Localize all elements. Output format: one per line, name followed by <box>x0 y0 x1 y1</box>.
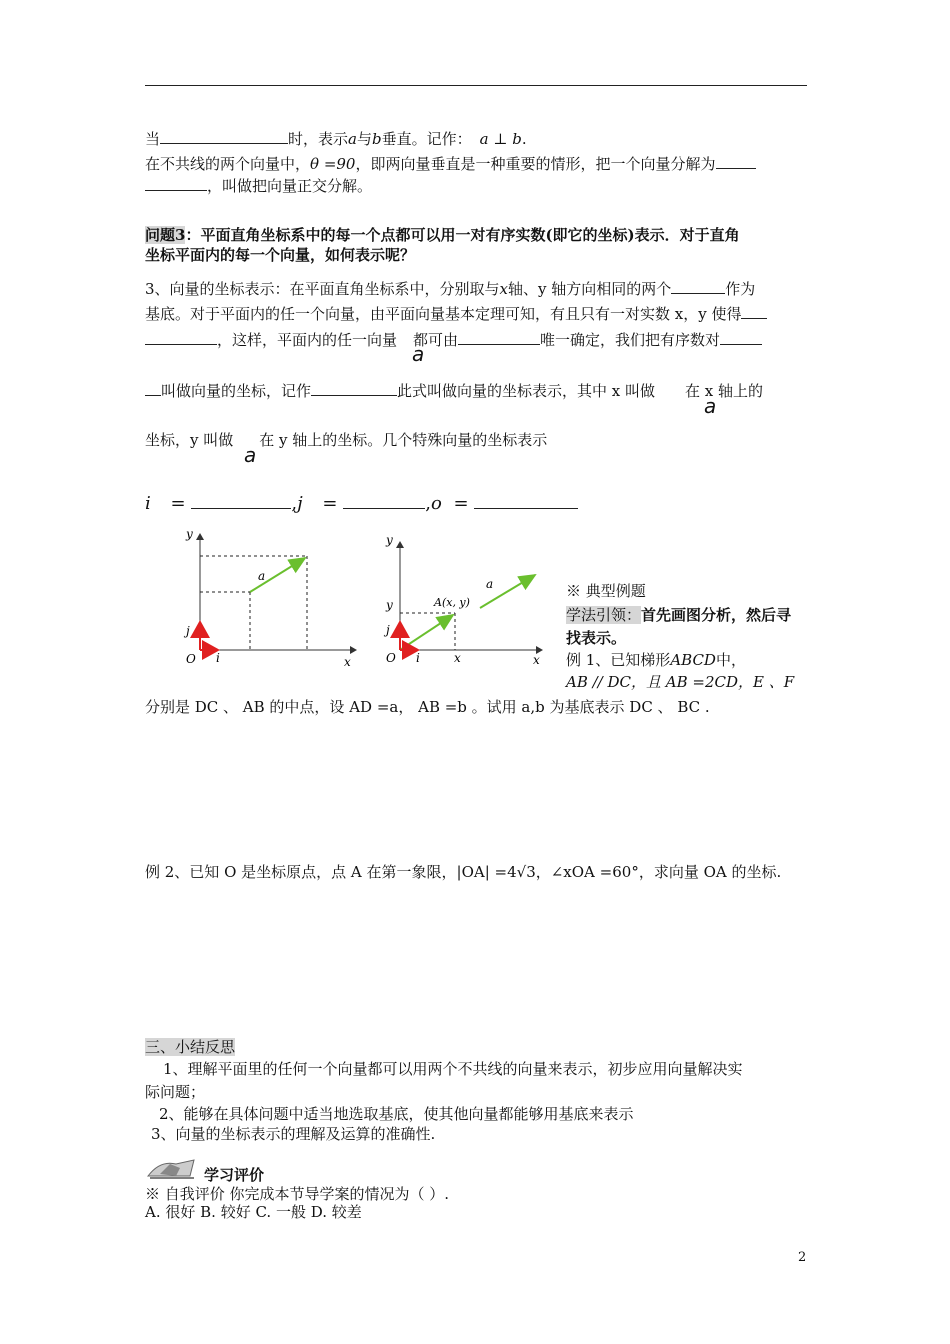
label-point-a: A(x, y) <box>434 596 470 609</box>
math-b: b <box>372 130 382 148</box>
label-y: y <box>186 527 193 541</box>
evaluation-question: ※ 自我评价 你完成本节导学案的情况为（ ）. <box>145 1185 450 1203</box>
blank <box>145 381 161 396</box>
math-theta: θ =90 <box>310 155 356 173</box>
text: 叫做向量的坐标，记作 <box>161 382 312 400</box>
label-a: a <box>258 569 266 583</box>
math-abcd: ABCD <box>670 651 716 669</box>
text: 唯一确定，我们把有序数对 <box>540 331 721 349</box>
text: 例 1、已知梯形 <box>566 651 671 669</box>
blank <box>343 492 425 509</box>
label-i: i <box>416 651 420 665</box>
text: 三、小结反思 <box>145 1038 236 1056</box>
summary-item-1b: 际问题； <box>145 1083 206 1101</box>
blank <box>720 330 762 345</box>
summary-item-1: 1、理解平面里的任何一个向量都可以用两个不共线的向量来表示，初步应用向量解决实 <box>163 1060 743 1078</box>
label-j: j <box>386 623 390 637</box>
label-origin: O <box>186 652 196 666</box>
example-1-line1 <box>566 649 746 670</box>
blank <box>671 279 725 294</box>
evaluation-title: 学习评价 <box>204 1166 265 1184</box>
example-1-line3: 分别是 DC 、 AB 的中点，设 AD =a， AB =b 。试用 a,b 为基底表示 DC 、 BC . <box>145 698 710 716</box>
label-a: a <box>486 577 494 591</box>
special-vectors <box>145 492 578 514</box>
text: 作为 <box>725 280 756 298</box>
figure-2-coordinate-plane <box>380 530 550 670</box>
math-i: i <box>145 493 151 514</box>
text: 当 <box>145 130 161 148</box>
evaluation-options: A. 很好 B. 较好 C. 一般 D. 较差 <box>145 1203 362 1221</box>
label-y-tick: y <box>386 598 393 612</box>
p3-line5 <box>145 429 547 450</box>
line-orthogonal-2 <box>145 175 372 196</box>
vector-oa <box>400 615 453 650</box>
blank <box>160 129 288 144</box>
blank <box>716 154 756 169</box>
text: 3、向量的坐标表示：在平面直角坐标系中，分别取与 <box>145 280 500 298</box>
label-x: x <box>533 653 540 667</box>
p3-line3 <box>145 329 762 350</box>
vector-a-symbol: a <box>244 443 257 467</box>
p3-line4 <box>145 380 763 401</box>
vector-a-symbol: a <box>412 342 425 366</box>
text: 在不共线的两个向量中， <box>145 155 311 173</box>
p3-line2 <box>145 303 767 324</box>
blank <box>741 304 767 319</box>
text: 垂直。记作： <box>381 130 472 148</box>
guide-label: 学法引领： <box>566 606 642 624</box>
text: 首先画图分析，然后寻 <box>641 606 792 624</box>
label-i: i <box>216 651 220 665</box>
text: ，即两向量垂直是一种重要的情形，把一个向量分解为 <box>355 155 716 173</box>
comma: , <box>425 493 431 514</box>
guide-line-1 <box>566 604 791 625</box>
text: ：平面直角坐标系中的每一个点都可以用一对有序实数(即它的坐标)表示．对于直角 <box>185 226 740 244</box>
math-perp: a ⊥ b <box>479 130 522 148</box>
example-heading: ※ 典型例题 <box>566 582 646 600</box>
text: ，叫做把向量正交分解。 <box>207 177 373 195</box>
line-orthogonal <box>145 153 756 174</box>
label-j: j <box>186 624 190 638</box>
figure-1-coordinate-plane <box>178 522 363 672</box>
page-number: 2 <box>798 1250 807 1265</box>
question-3 <box>145 224 740 245</box>
text: 坐标，y 叫做 <box>145 431 234 449</box>
summary-item-3: 3、向量的坐标表示的理解及运算的准确性. <box>151 1125 436 1143</box>
text: 此式叫做向量的坐标表示，其中 x 叫做 <box>397 382 656 400</box>
evaluation-icon <box>146 1156 198 1180</box>
label-y: y <box>386 533 393 547</box>
blank <box>145 176 207 191</box>
example-2: 例 2、已知 O 是坐标原点，点 A 在第一象限，|OA| =4√3，∠xOA =60°，求向量 OA 的坐标. <box>145 863 782 881</box>
text: 时，表示 <box>288 130 349 148</box>
comma: , <box>291 493 298 514</box>
text: 轴、y 轴方向相同的两个 <box>508 280 672 298</box>
header-rule <box>145 85 807 86</box>
blank <box>311 381 397 396</box>
eq: = <box>170 493 186 514</box>
label-origin: O <box>386 651 396 665</box>
label-x-tick: x <box>454 651 461 665</box>
summary-title <box>145 1036 235 1057</box>
eq: = <box>453 493 469 514</box>
text: 中， <box>715 651 746 669</box>
text: 基底。对于平面内的任一个向量，由平面向量基本定理可知，有且只有一对实数 x，y 使得 <box>145 305 742 323</box>
vector-a-symbol: a <box>704 394 717 418</box>
question-label: 问题3 <box>145 226 186 244</box>
example-1-line2: AB // DC，且 AB =2CD，E 、F <box>566 673 795 691</box>
text: 在 x 轴上的 <box>685 382 764 400</box>
text: ，这样，平面内的任一向量 <box>217 331 398 349</box>
text: 与 <box>356 130 372 148</box>
blank <box>145 330 217 345</box>
text: . <box>521 130 527 148</box>
label-x: x <box>344 655 351 669</box>
guide-line-2: 找表示。 <box>566 629 627 647</box>
blank <box>458 330 540 345</box>
text: 在 y 轴上的坐标。几个特殊向量的坐标表示 <box>259 431 548 449</box>
blank <box>191 492 291 509</box>
eq: = <box>322 493 338 514</box>
text: 都可由 <box>413 331 459 349</box>
math-x: x <box>499 280 509 298</box>
math-a: a <box>348 130 357 148</box>
p3-line1 <box>145 278 755 299</box>
question-3-line2: 坐标平面内的每一个向量，如何表示呢？ <box>145 246 416 264</box>
line-perpendicular <box>145 128 527 149</box>
math-j: j <box>297 493 303 514</box>
summary-item-2: 2、能够在具体问题中适当地选取基底，使其他向量都能够用基底来表示 <box>159 1105 634 1123</box>
blank <box>474 492 578 509</box>
math-o: o <box>430 493 442 514</box>
